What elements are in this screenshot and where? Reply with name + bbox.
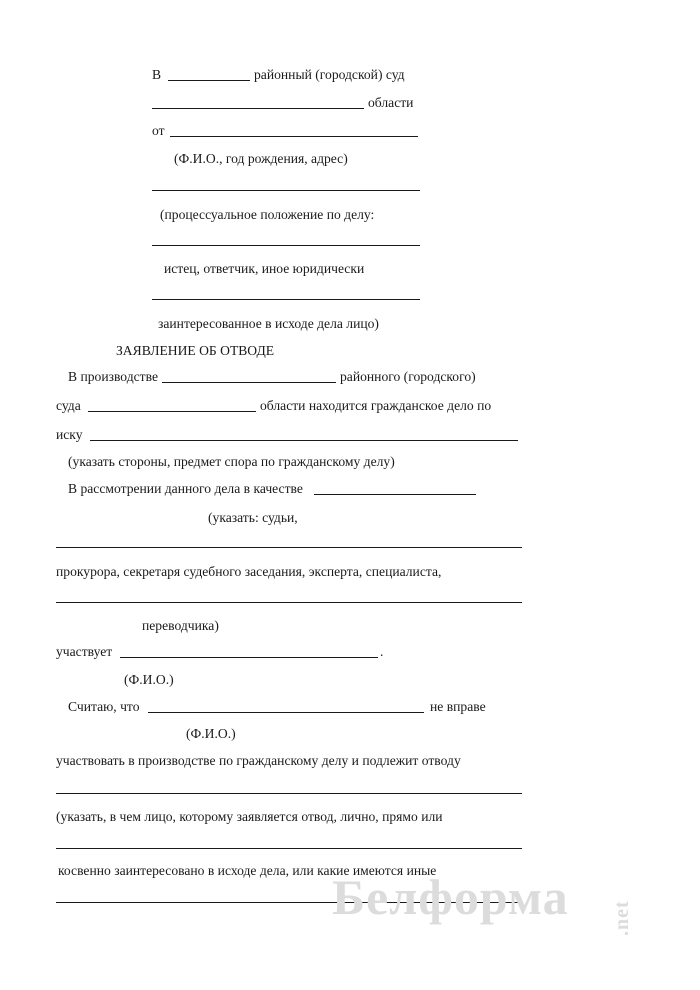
p7-hint-2: косвенно заинтересовано в исходе дела, или какие имеются иные [58,863,437,878]
watermark-logo: Белформа [332,869,569,925]
p2-label-a: суда [56,398,81,413]
p6-label-a: Считаю, что [68,699,140,714]
header-status-hint-3: заинтересованное в исходе дела лицо) [158,316,379,331]
header-region-label: области [368,95,414,110]
p7-hint-1: (указать, в чем лицо, которому заявляется отвод, лично, прямо или [56,809,443,824]
p5-label: участвует [56,644,113,659]
p4-line-3 [56,602,522,603]
document-title: ЗАЯВЛЕНИЕ ОБ ОТВОДЕ [116,343,275,358]
header-fio-hint: (Ф.И.О., год рождения, адрес) [174,151,348,166]
region-blank [152,108,364,109]
p3-claim-blank [90,440,518,441]
header-status-hint: (процессуальное положение по делу: [160,207,375,222]
p1-label-b: районного (городского) [340,369,476,384]
applicant-line-2 [152,190,420,191]
p1-label-a: В производстве [68,369,158,384]
p4-hint-3: переводчика) [142,618,219,633]
p7-text: участвовать в производстве по гражданскому делу и подлежит отводу [56,753,461,768]
p7-line-1 [56,793,522,794]
p5-hint: (Ф.И.О.) [124,672,174,687]
p4-label: В рассмотрении данного дела в качестве [68,481,303,496]
p4-role-blank [314,494,476,495]
header-court-label: районный (городской) суд [254,67,405,82]
court-name-blank [168,80,250,81]
applicant-line-4 [152,299,420,300]
p6-hint: (Ф.И.О.) [186,726,236,741]
p5-dot: . [380,644,384,659]
applicant-line-3 [152,245,420,246]
p4-hint-1: (указать: судьи, [208,510,298,525]
p3-hint: (указать стороны, предмет спора по гражданскому делу) [68,454,395,469]
p2-region-blank [88,411,256,412]
p6-label-b: не вправе [430,699,486,714]
watermark-logo-suffix: .net [611,900,633,936]
p4-line-2 [56,547,522,548]
header-from-label: от [152,123,165,138]
header-status-hint-2: истец, ответчик, иное юридически [164,261,365,276]
p3-label-a: иску [56,427,83,442]
header-in-label: В [152,67,162,82]
p7-line-2 [56,848,522,849]
p1-court-blank [162,382,336,383]
p5-fio-blank [120,657,378,658]
p4-hint-2: прокурора, секретаря судебного заседания, эксперта, специалиста, [56,564,442,579]
p6-fio-blank [148,712,424,713]
p2-label-b: области находится гражданское дело по [260,398,492,413]
applicant-blank [170,136,418,137]
